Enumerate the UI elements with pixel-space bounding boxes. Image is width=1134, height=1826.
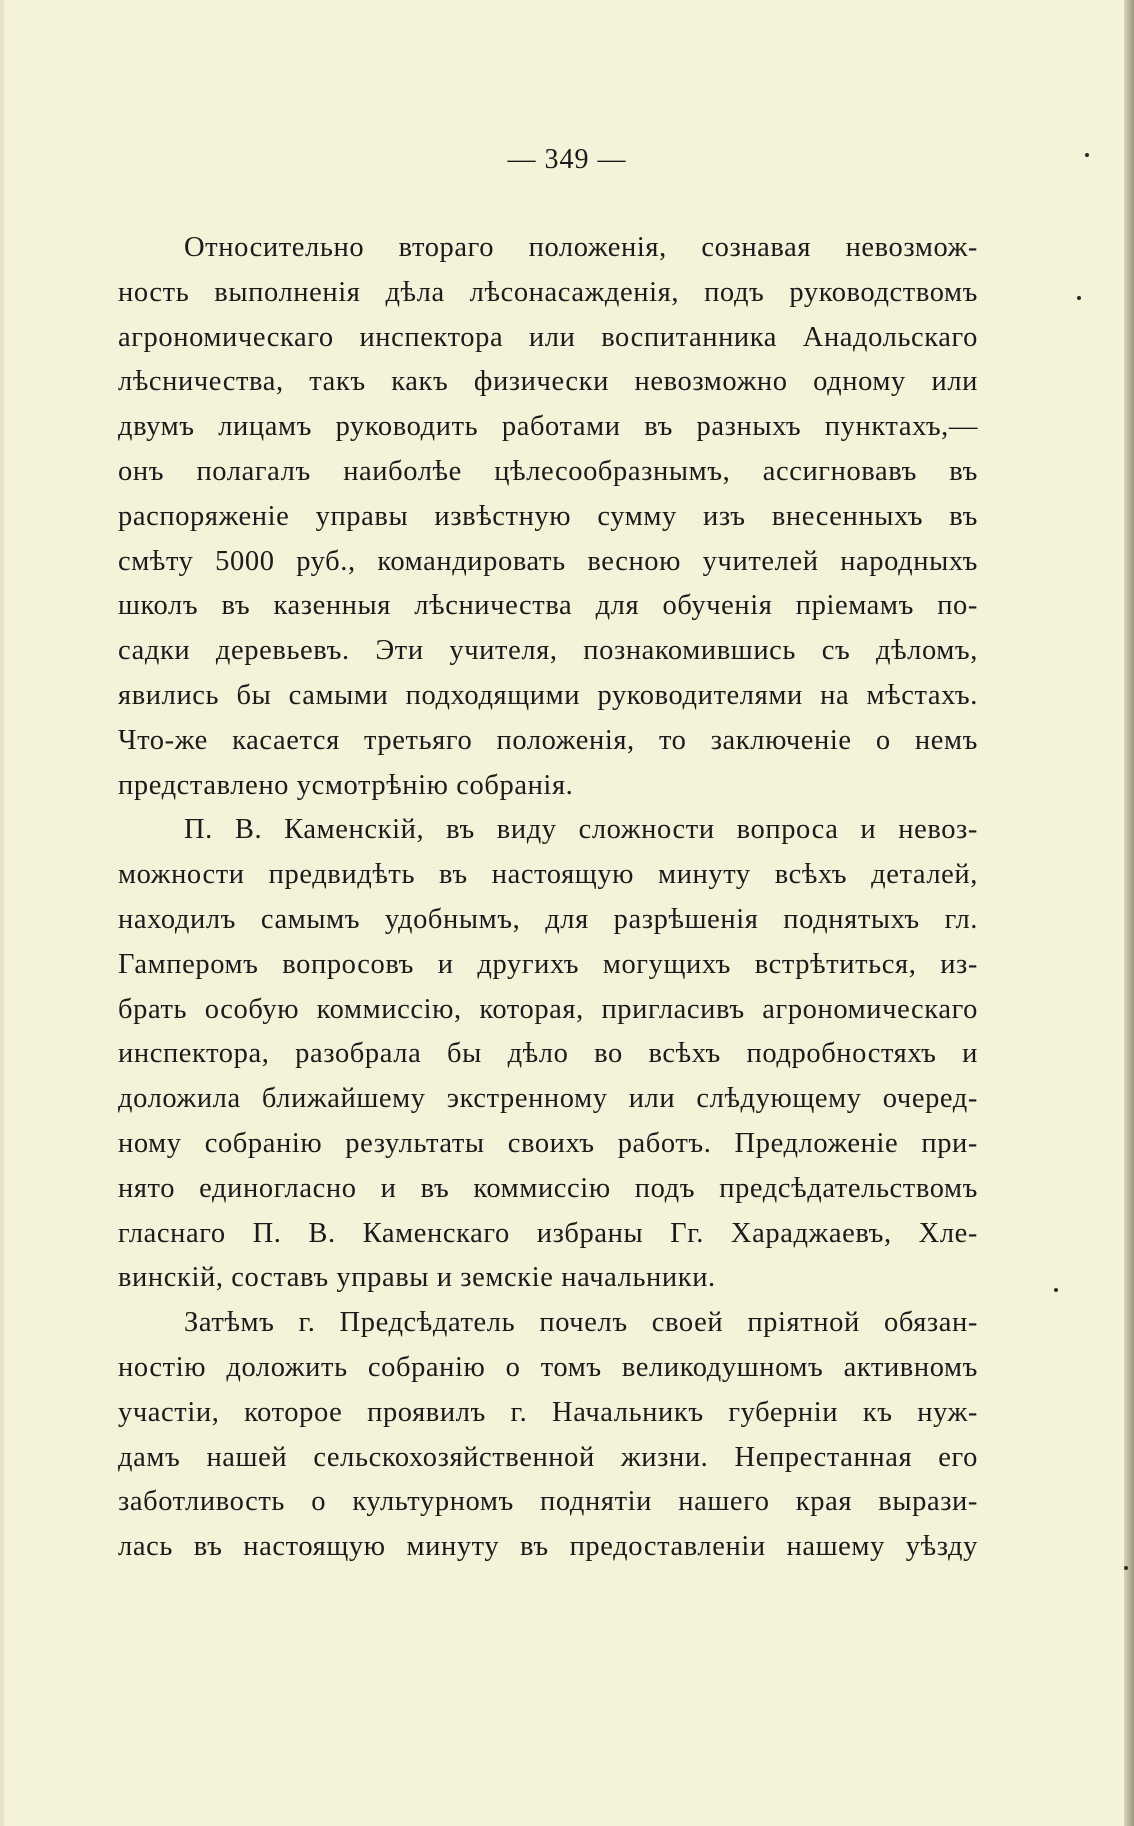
text-line: гласнаго П. В. Каменскаго избраны Гг. Хараджаевъ, Хле- — [118, 1217, 978, 1249]
print-speck — [1085, 153, 1089, 157]
text-line: онъ полагалъ наиболѣе цѣлесообразнымъ, ассигновавъ въ — [118, 455, 978, 487]
text-line: находилъ самымъ удобнымъ, для разрѣшенія поднятыхъ гл. — [118, 903, 978, 935]
text-line: школъ въ казенныя лѣсничества для обученія пріемамъ по- — [118, 590, 978, 622]
text-line: смѣту 5000 руб., командировать весною учителей народныхъ — [118, 545, 978, 577]
text-line: распоряженіе управы извѣстную сумму изъ внесенныхъ въ — [118, 500, 978, 532]
print-speck — [1077, 296, 1081, 300]
text-line: брать особую коммиссію, которая, пригласивъ агрономическаго — [118, 993, 978, 1025]
text-line: дамъ нашей сельскохозяйственной жизни. Непрестанная его — [118, 1441, 978, 1473]
paragraph-2 — [118, 808, 978, 1301]
text-line: ному собранію результаты своихъ работъ. Предложеніе при- — [118, 1127, 978, 1159]
text-line: Гамперомъ вопросовъ и другихъ могущихъ встрѣтиться, из- — [118, 948, 978, 980]
text-line: Затѣмъ г. Предсѣдатель почелъ своей пріятной обязан- — [184, 1307, 978, 1339]
text-line: ностію доложить собранію о томъ великодушномъ активномъ — [118, 1351, 978, 1383]
text-line: лась въ настоящую минуту въ предоставленіи нашему уѣзду — [118, 1531, 978, 1563]
print-speck — [1054, 1288, 1058, 1292]
paragraph-3 — [118, 1301, 978, 1570]
text-line: представлено усмотрѣнію собранія. — [118, 769, 574, 801]
page-number: — 349 — — [507, 144, 627, 175]
page-right-edge — [1124, 0, 1134, 1826]
text-line: участіи, которое проявилъ г. Начальникъ губерніи къ нуж- — [118, 1396, 978, 1428]
text-line: садки деревьевъ. Эти учителя, познакомившись съ дѣломъ, — [118, 635, 978, 667]
text-line: нято единогласно и въ коммиссію подъ предсѣдательствомъ — [118, 1172, 978, 1204]
print-speck — [1124, 1566, 1128, 1570]
text-line: Что-же касается третьяго положенія, то заключеніе о немъ — [118, 724, 978, 756]
text-line: явились бы самыми подходящими руководителями на мѣстахъ. — [118, 679, 978, 711]
page-left-edge — [0, 0, 4, 1826]
text-line: заботливость о культурномъ поднятіи нашего края вырази- — [118, 1486, 978, 1518]
text-line: агрономическаго инспектора или воспитанника Анадольскаго — [118, 321, 978, 353]
text-line: двумъ лицамъ руководить работами въ разныхъ пунктахъ,— — [118, 411, 978, 443]
text-line: ность выполненія дѣла лѣсонасажденія, подъ руководствомъ — [118, 276, 978, 308]
text-line: можности предвидѣть въ настоящую минуту всѣхъ деталей, — [118, 859, 978, 891]
paragraph-1 — [118, 226, 978, 808]
body-text — [118, 226, 978, 1570]
text-line: доложила ближайшему экстренному или слѣдующему очеред- — [118, 1083, 978, 1115]
text-line: П. В. Каменскій, въ виду сложности вопроса и невоз- — [184, 814, 978, 846]
text-line: Относительно втораго положенія, сознавая невозмож- — [184, 232, 978, 263]
text-line: инспектора, разобрала бы дѣло во всѣхъ подробностяхъ и — [118, 1038, 978, 1070]
text-line: винскій, составъ управы и земскіе начальники. — [118, 1262, 716, 1294]
text-line: лѣсничества, такъ какъ физически невозможно одному или — [118, 366, 978, 398]
